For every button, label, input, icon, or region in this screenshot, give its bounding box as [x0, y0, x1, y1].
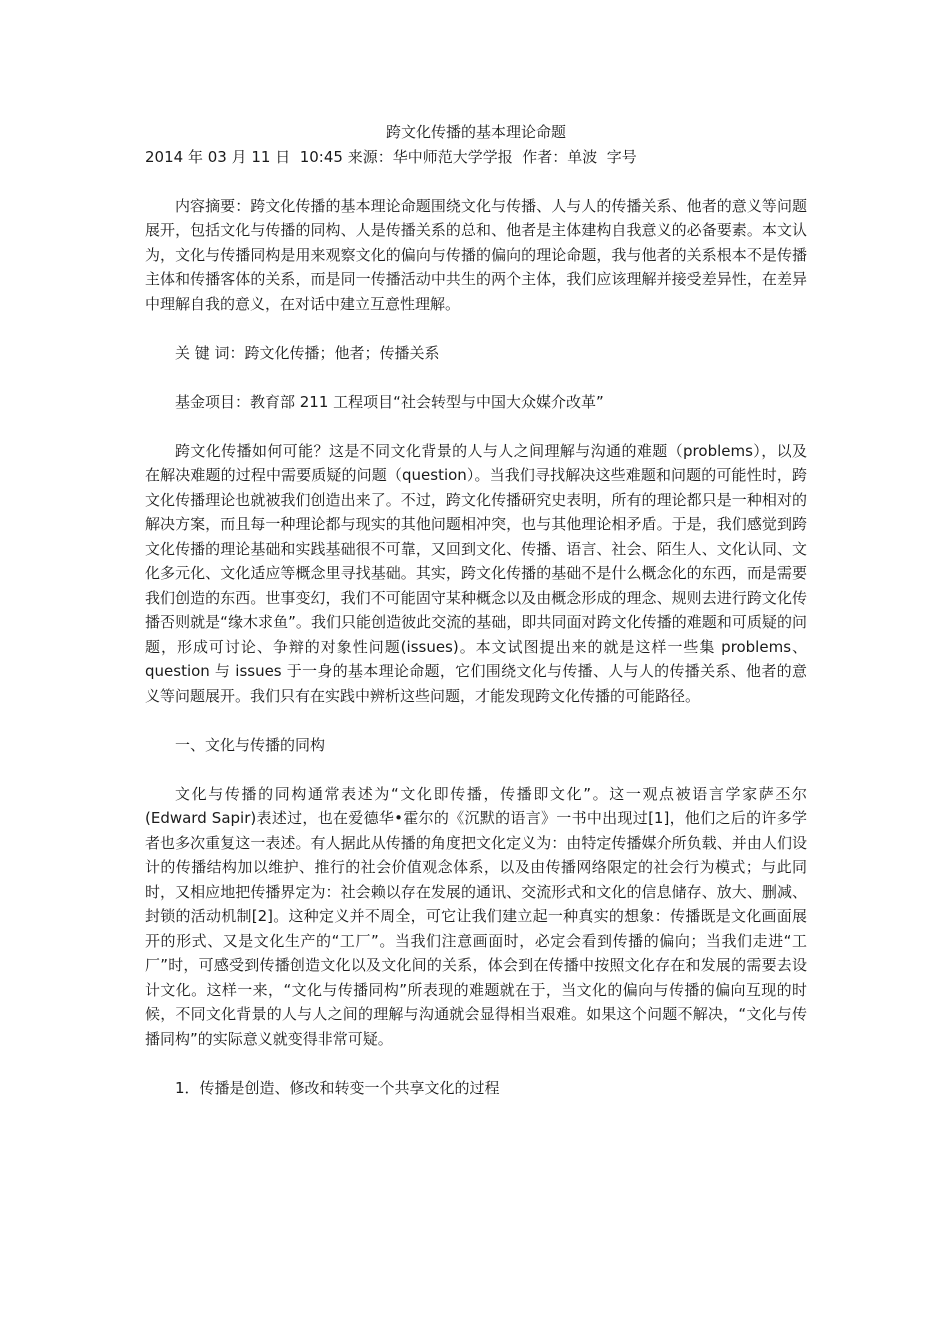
section-heading: 一、文化与传播的同构 [175, 735, 326, 754]
fund-line: 基金项目：教育部 211 工程项目“社会转型与中国大众媒介改革” [175, 392, 604, 411]
document-page [145, 120, 807, 1100]
spacer [145, 316, 807, 341]
spacer [145, 169, 807, 194]
spacer [145, 414, 807, 439]
spacer [145, 708, 807, 733]
section-paragraph: 文化与传播的同构通常表述为“文化即传播，传播即文化”。这一观点被语言学家萨丕尔(Edward Sapir)表述过，也在爱德华•霍尔的《沉默的语言》一书中出现过[1]，他们之后的许多学者也多次重复这一表述。有人据此从传播的角度把文化定义为：由特定传播媒介所负载、并由人们设计的传播结构加以维护、推行的社会价值观念体系，以及由传播网络限定的社会行为模式；与此同时，又相应地把传播界定为：社会赖以存在发展的通讯、交流形式和文化的信息储存、放大、删减、封锁的活动机制[2]。这种定义并不周全，可它让我们建立起一种真实的想象：传播既是文化画面展开的形式、又是文化生产的“工厂”。当我们注意画面时，必定会看到传播的偏向；当我们走进“工厂”时，可感受到传播创造文化以及文化间的关系，体会到在传播中按照文化存在和发展的需要去设计文化。这样一来，“文化与传播同构”所表现的难题就在于，当文化的偏向与传播的偏向互现的时候，不同文化背景的人与人之间的理解与沟通就会显得相当艰难。如果这个问题不解决，“文化与传播同构”的实际意义就变得非常可疑。 [145, 784, 807, 1048]
article-meta: 2014 年 03 月 11 日 10:45 来源：华中师范大学学报 作者：单波 字号 [145, 147, 637, 166]
abstract-paragraph: 内容摘要：跨文化传播的基本理论命题围绕文化与传播、人与人的传播关系、他者的意义等问题展开，包括文化与传播的同构、人是传播关系的总和、他者是主体建构自我意义的必备要素。本文认为，文化与传播同构是用来观察文化的偏向与传播的偏向的理论命题，我与他者的关系根本不是传播主体和传播客体的关系，而是同一传播活动中共生的两个主体，我们应该理解并接受差异性，在差异中理解自我的意义，在对话中建立互意性理解。 [145, 196, 807, 313]
spacer [145, 365, 807, 390]
intro-paragraph: 跨文化传播如何可能？这是不同文化背景的人与人之间理解与沟通的难题（problems），以及在解决难题的过程中需要质疑的问题（question）。当我们寻找解决这些难题和问题的可能性时，跨文化传播理论也就被我们创造出来了。不过，跨文化传播研究史表明，所有的理论都只是一种相对的解决方案，而且每一种理论都与现实的其他问题相冲突，也与其他理论相矛盾。于是，我们感觉到跨文化传播的理论基础和实践基础很不可靠，又回到文化、传播、语言、社会、陌生人、文化认同、文化多元化、文化适应等概念里寻找基础。其实，跨文化传播的基础不是什么概念化的东西，而是需要我们创造的东西。世事变幻，我们不可能固守某种概念以及由概念形成的理念、规则去进行跨文化传播否则就是“缘木求鱼”。我们只能创造彼此交流的基础，即共同面对跨文化传播的难题和可质疑的问题，形成可讨论、争辩的对象性问题(issues)。本文试图提出来的就是这样一些集 problems、question 与 issues 于一身的基本理论命题，它们围绕文化与传播、人与人的传播关系、他者的意义等问题展开。我们只有在实践中辨析这些问题，才能发现跨文化传播的可能路径。 [145, 441, 807, 705]
spacer [145, 1051, 807, 1076]
spacer [145, 757, 807, 782]
subsection-heading: 1．传播是创造、修改和转变一个共享文化的过程 [175, 1078, 500, 1097]
article-title: 跨文化传播的基本理论命题 [385, 123, 566, 141]
keywords-line: 关 键 词：跨文化传播；他者；传播关系 [175, 343, 440, 362]
